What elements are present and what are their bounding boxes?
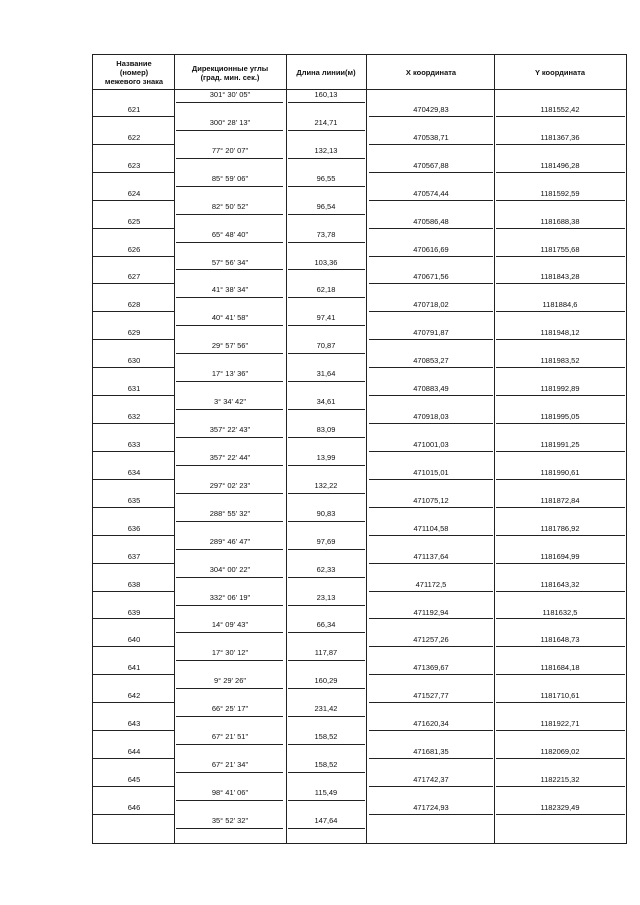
segment-length: 66,34: [316, 620, 336, 629]
row-divider: [369, 814, 493, 815]
row-divider: [92, 311, 175, 312]
point-y: 1181843,28: [540, 272, 580, 281]
point-y: 1181992,89: [540, 384, 580, 393]
segment-angle: 66° 25' 17": [211, 704, 249, 713]
row-divider: [92, 423, 175, 424]
row-divider: [288, 605, 365, 606]
row-divider: [288, 102, 365, 103]
row-divider: [176, 605, 283, 606]
segment-angle: 17° 13' 36": [211, 369, 249, 378]
row-divider: [369, 591, 493, 592]
row-divider: [496, 283, 625, 284]
point-x: 470567,88: [413, 161, 449, 170]
row-divider: [176, 297, 283, 298]
row-divider: [496, 339, 625, 340]
row-divider: [369, 228, 493, 229]
row-divider: [288, 130, 365, 131]
row-divider: [369, 786, 493, 787]
segment-length: 97,41: [316, 313, 336, 322]
point-name: 640: [127, 635, 141, 644]
row-divider: [176, 744, 283, 745]
segment-length: 90,83: [316, 509, 336, 518]
point-y: 1181496,28: [540, 161, 580, 170]
row-divider: [176, 521, 283, 522]
point-name: 631: [127, 384, 141, 393]
point-y: 1181552,42: [540, 105, 580, 114]
point-x: 471620,34: [413, 719, 449, 728]
row-divider: [496, 563, 625, 564]
segment-angle: 67° 21' 34": [211, 760, 249, 769]
point-name: 638: [127, 580, 141, 589]
row-divider: [496, 814, 625, 815]
point-y: 1181755,68: [540, 245, 580, 254]
point-y: 1182215,32: [540, 775, 580, 784]
point-x: 470586,48: [413, 217, 449, 226]
header-y: Y координата: [534, 68, 586, 77]
header-angle: [176, 56, 284, 89]
segment-length: 62,33: [316, 565, 336, 574]
segment-length: 158,52: [314, 760, 338, 769]
point-name: 622: [127, 133, 141, 142]
row-divider: [92, 479, 175, 480]
segment-length: 115,49: [314, 788, 338, 797]
row-divider: [496, 228, 625, 229]
row-divider: [496, 591, 625, 592]
segment-length: 103,36: [314, 258, 338, 267]
point-y: 1182329,49: [540, 803, 580, 812]
point-x: 471724,93: [413, 803, 449, 812]
point-y: 1182069,02: [540, 747, 580, 756]
row-divider: [496, 507, 625, 508]
row-divider: [288, 521, 365, 522]
row-divider: [176, 409, 283, 410]
row-divider: [92, 283, 175, 284]
row-divider: [288, 297, 365, 298]
header-name-line-3: межевого знака: [104, 77, 164, 86]
point-name: 621: [127, 105, 141, 114]
segment-angle: 85° 59' 06": [211, 174, 249, 183]
row-divider: [369, 172, 493, 173]
segment-length: 158,52: [314, 732, 338, 741]
row-divider: [496, 451, 625, 452]
segment-length: 96,54: [316, 202, 336, 211]
row-divider: [369, 758, 493, 759]
point-x: 470574,44: [413, 189, 449, 198]
row-divider: [496, 367, 625, 368]
segment-angle: 67° 21' 51": [211, 732, 249, 741]
point-x: 470429,83: [413, 105, 449, 114]
row-divider: [288, 214, 365, 215]
row-divider: [288, 772, 365, 773]
row-divider: [288, 493, 365, 494]
row-divider: [369, 200, 493, 201]
point-x: 471527,77: [413, 691, 449, 700]
row-divider: [176, 660, 283, 661]
row-divider: [288, 632, 365, 633]
row-divider: [176, 381, 283, 382]
point-name: 644: [127, 747, 141, 756]
row-divider: [176, 186, 283, 187]
point-y: 1181648,73: [540, 635, 580, 644]
segment-length: 147,64: [314, 816, 338, 825]
column-divider: [626, 54, 627, 843]
segment-length: 73,78: [316, 230, 336, 239]
point-name: 646: [127, 803, 141, 812]
point-x: 470853,27: [413, 356, 449, 365]
row-divider: [92, 814, 175, 815]
row-divider: [176, 577, 283, 578]
row-divider: [288, 242, 365, 243]
row-divider: [92, 451, 175, 452]
segment-angle: 304° 00' 22": [209, 565, 251, 574]
header-angle-line-2: (град. мин. сек.): [200, 72, 260, 82]
point-x: 471192,94: [413, 608, 449, 617]
row-divider: [369, 451, 493, 452]
point-name: 632: [127, 412, 141, 421]
point-name: 645: [127, 775, 141, 784]
point-name: 642: [127, 691, 141, 700]
row-divider: [369, 563, 493, 564]
row-divider: [176, 800, 283, 801]
row-divider: [369, 339, 493, 340]
point-x: 470791,87: [413, 328, 449, 337]
point-y: 1181872,84: [540, 496, 580, 505]
row-divider: [496, 618, 625, 619]
row-divider: [496, 758, 625, 759]
segment-angle: 17° 30' 12": [211, 648, 249, 657]
segment-length: 96,55: [316, 174, 336, 183]
point-x: 470718,02: [413, 300, 449, 309]
row-divider: [288, 716, 365, 717]
point-name: 643: [127, 719, 141, 728]
point-name: 630: [127, 356, 141, 365]
row-divider: [369, 283, 493, 284]
row-divider: [92, 395, 175, 396]
segment-length: 23,13: [316, 593, 336, 602]
segment-angle: 98° 41' 06": [211, 788, 249, 797]
row-divider: [92, 144, 175, 145]
point-y: 1181786,92: [540, 524, 580, 533]
point-y: 1181694,99: [540, 552, 580, 561]
row-divider: [176, 772, 283, 773]
column-divider: [286, 54, 287, 843]
row-divider: [369, 423, 493, 424]
row-divider: [176, 465, 283, 466]
point-x: 471369,67: [413, 663, 449, 672]
point-y: 1181688,38: [540, 217, 580, 226]
point-y: 1181983,52: [540, 356, 580, 365]
row-divider: [92, 54, 627, 55]
row-divider: [496, 395, 625, 396]
segment-angle: 289° 46' 47": [209, 537, 251, 546]
point-y: 1181884,6: [542, 300, 578, 309]
point-name: 634: [127, 468, 141, 477]
point-x: 470538,71: [413, 133, 449, 142]
row-divider: [369, 311, 493, 312]
row-divider: [92, 228, 175, 229]
segment-angle: 41° 38' 34": [211, 285, 249, 294]
header-x: Х координата: [405, 68, 457, 77]
segment-angle: 9° 29' 26": [213, 676, 247, 685]
point-name: 635: [127, 496, 141, 505]
row-divider: [369, 479, 493, 480]
point-x: 471172,5: [415, 580, 447, 589]
segment-length: 132,22: [314, 481, 338, 490]
header-name-line-1: Название: [116, 59, 152, 68]
point-y: 1181632,5: [542, 608, 578, 617]
point-x: 471075,12: [413, 496, 449, 505]
row-divider: [496, 172, 625, 173]
point-x: 471257,26: [413, 635, 449, 644]
segment-angle: 301° 30' 05": [209, 90, 251, 99]
point-name: 624: [127, 189, 141, 198]
row-divider: [288, 158, 365, 159]
row-divider: [92, 702, 175, 703]
segment-angle: 57° 56' 34": [211, 258, 249, 267]
point-name: 637: [127, 552, 141, 561]
segment-angle: 29° 57' 56": [211, 341, 249, 350]
point-y: 1181684,18: [540, 663, 580, 672]
row-divider: [92, 172, 175, 173]
point-x: 470883,49: [413, 384, 449, 393]
point-x: 470918,03: [413, 412, 449, 421]
segment-angle: 82° 50' 52": [211, 202, 249, 211]
row-divider: [369, 618, 493, 619]
row-divider: [176, 102, 283, 103]
row-divider: [288, 325, 365, 326]
row-divider: [496, 256, 625, 257]
row-divider: [288, 744, 365, 745]
row-divider: [176, 493, 283, 494]
row-divider: [496, 144, 625, 145]
point-x: 470671,56: [413, 272, 449, 281]
row-divider: [92, 367, 175, 368]
row-divider: [288, 437, 365, 438]
segment-angle: 3° 34' 42": [213, 397, 247, 406]
row-divider: [176, 242, 283, 243]
row-divider: [496, 200, 625, 201]
row-divider: [496, 423, 625, 424]
segment-length: 31,64: [316, 369, 336, 378]
column-divider: [366, 54, 367, 843]
header-angle-line-1: Дирекционные углы: [191, 63, 269, 73]
row-divider: [92, 339, 175, 340]
segment-angle: 77° 20' 07": [211, 146, 249, 155]
segment-length: 34,61: [316, 397, 336, 406]
segment-length: 70,87: [316, 341, 336, 350]
row-divider: [176, 325, 283, 326]
point-y: 1181710,61: [540, 691, 580, 700]
segment-angle: 65° 48' 40": [211, 230, 249, 239]
point-y: 1181990,61: [540, 468, 580, 477]
row-divider: [288, 549, 365, 550]
point-name: 627: [127, 272, 141, 281]
point-name: 628: [127, 300, 141, 309]
point-x: 471104,58: [413, 524, 449, 533]
row-divider: [496, 535, 625, 536]
row-divider: [369, 646, 493, 647]
row-divider: [92, 674, 175, 675]
row-divider: [92, 563, 175, 564]
row-divider: [288, 800, 365, 801]
row-divider: [369, 395, 493, 396]
row-divider: [288, 828, 365, 829]
segment-length: 117,87: [314, 648, 338, 657]
segment-length: 13,99: [316, 453, 336, 462]
row-divider: [92, 730, 175, 731]
row-divider: [176, 353, 283, 354]
row-divider: [496, 646, 625, 647]
segment-length: 83,09: [316, 425, 336, 434]
row-divider: [176, 158, 283, 159]
row-divider: [288, 660, 365, 661]
segment-length: 160,29: [314, 676, 338, 685]
point-name: 626: [127, 245, 141, 254]
row-divider: [92, 618, 175, 619]
row-divider: [92, 843, 627, 844]
segment-length: 160,13: [314, 90, 338, 99]
row-divider: [176, 688, 283, 689]
segment-length: 231,42: [314, 704, 338, 713]
row-divider: [92, 256, 175, 257]
segment-angle: 300° 28' 13": [209, 118, 251, 127]
point-name: 639: [127, 608, 141, 617]
row-divider: [288, 465, 365, 466]
row-divider: [369, 116, 493, 117]
point-x: 471742,37: [413, 775, 449, 784]
row-divider: [92, 758, 175, 759]
row-divider: [288, 409, 365, 410]
row-divider: [288, 688, 365, 689]
segment-angle: 332° 06' 19": [209, 593, 251, 602]
header-name: [94, 56, 174, 89]
row-divider: [369, 730, 493, 731]
row-divider: [496, 730, 625, 731]
segment-angle: 14° 09' 43": [211, 620, 249, 629]
row-divider: [288, 353, 365, 354]
row-divider: [176, 632, 283, 633]
segment-length: 62,18: [316, 285, 336, 294]
segment-angle: 297° 02' 23": [209, 481, 251, 490]
row-divider: [496, 786, 625, 787]
point-y: 1181592,59: [540, 189, 580, 198]
row-divider: [176, 437, 283, 438]
row-divider: [176, 549, 283, 550]
header-length: Длина линии(м): [296, 68, 356, 77]
row-divider: [369, 702, 493, 703]
point-name: 636: [127, 524, 141, 533]
point-x: 470616,69: [413, 245, 449, 254]
segment-angle: 288° 55' 32": [209, 509, 251, 518]
row-divider: [92, 200, 175, 201]
row-divider: [369, 367, 493, 368]
row-divider: [92, 591, 175, 592]
row-divider: [92, 786, 175, 787]
segment-angle: 35° 52' 32": [211, 816, 249, 825]
point-x: 471681,35: [413, 747, 449, 756]
point-y: 1181643,32: [540, 580, 580, 589]
row-divider: [288, 381, 365, 382]
point-y: 1181367,36: [540, 133, 580, 142]
point-name: 641: [127, 663, 141, 672]
point-name: 625: [127, 217, 141, 226]
row-divider: [176, 828, 283, 829]
row-divider: [92, 646, 175, 647]
point-y: 1181948,12: [540, 328, 580, 337]
row-divider: [496, 702, 625, 703]
segment-angle: 357° 22' 43": [209, 425, 251, 434]
row-divider: [288, 186, 365, 187]
row-divider: [369, 256, 493, 257]
point-x: 471137,64: [413, 552, 449, 561]
row-divider: [288, 577, 365, 578]
point-y: 1181991,25: [540, 440, 580, 449]
row-divider: [92, 116, 175, 117]
point-x: 471001,03: [413, 440, 449, 449]
row-divider: [176, 716, 283, 717]
row-divider: [369, 144, 493, 145]
row-divider: [288, 269, 365, 270]
segment-angle: 40° 41' 58": [211, 313, 249, 322]
row-divider: [176, 269, 283, 270]
point-name: 633: [127, 440, 141, 449]
segment-length: 132,13: [314, 146, 338, 155]
point-y: 1181995,05: [540, 412, 580, 421]
segment-angle: 357° 22' 44": [209, 453, 251, 462]
row-divider: [496, 116, 625, 117]
row-divider: [369, 674, 493, 675]
point-x: 471015,01: [413, 468, 449, 477]
row-divider: [496, 479, 625, 480]
row-divider: [176, 130, 283, 131]
header-name-line-2: (номер): [119, 68, 149, 77]
row-divider: [496, 311, 625, 312]
row-divider: [176, 214, 283, 215]
point-name: 623: [127, 161, 141, 170]
point-y: 1181922,71: [540, 719, 580, 728]
row-divider: [92, 507, 175, 508]
row-divider: [369, 507, 493, 508]
row-divider: [92, 535, 175, 536]
segment-length: 214,71: [314, 118, 338, 127]
row-divider: [369, 535, 493, 536]
segment-length: 97,69: [316, 537, 336, 546]
point-name: 629: [127, 328, 141, 337]
row-divider: [496, 674, 625, 675]
